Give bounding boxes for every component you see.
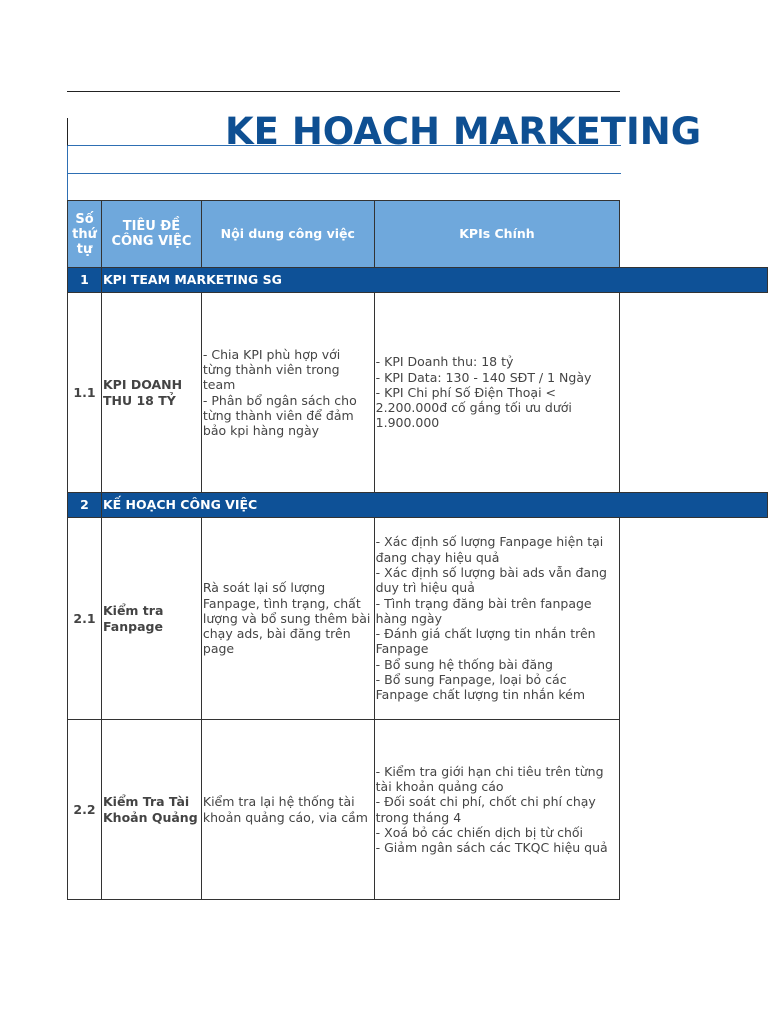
top-border-line (67, 91, 620, 92)
empty-cell (620, 201, 768, 268)
task-title: Kiểm tra Fanpage (101, 518, 201, 720)
row-number: 2.2 (68, 720, 102, 900)
title-row (67, 110, 702, 153)
section-row-1 (68, 268, 768, 293)
row-number: 1.1 (68, 293, 102, 493)
task-kpi: - Kiểm tra giới hạn chi tiêu trên từng tài khoản quảng cáo - Đối soát chi phí, chốt chi phí chạy trong tháng 4 - Xoá bỏ các chiến dịch bị từ chối - Giảm ngân sách các TKQC hiệu quả (374, 720, 620, 900)
header-stt: Số thứ tự (68, 201, 102, 268)
task-kpi: - KPI Doanh thu: 18 tỷ - KPI Data: 130 - 140 SĐT / 1 Ngày - KPI Chi phí Số Điện Thoại < 2.200.000đ cố gắng tối ưu dưới 1.900.000 (374, 293, 620, 493)
section-row-2 (68, 493, 768, 518)
header-content: Nội dung công việc (201, 201, 374, 268)
row-number: 2.1 (68, 518, 102, 720)
section-label: KPI TEAM MARKETING SG (101, 268, 767, 293)
task-content: - Chia KPI phù hợp với từng thành viên trong team - Phân bổ ngân sách cho từng thành viên để đảm bảo kpi hàng ngày (201, 293, 374, 493)
header-row (68, 201, 768, 268)
empty-cell (620, 518, 768, 720)
table-row (68, 720, 768, 900)
header-kpi: KPIs Chính (374, 201, 620, 268)
task-kpi: - Xác định số lượng Fanpage hiện tại đang chạy hiệu quả - Xác định số lượng bài ads vẫn đang duy trì hiệu quả - Tình trạng đăng bài trên fanpage hàng ngày - Đánh giá chất lượng tin nhắn trên Fanpage - Bổ sung hệ thống bài đăng - Bổ sung Fanpage, loại bỏ các Fanpage chất lượng tin nhắn kém (374, 518, 620, 720)
section-number: 1 (68, 268, 102, 293)
blank-row (67, 174, 621, 200)
task-content: Rà soát lại số lượng Fanpage, tình trạng, chất lượng và bổ sung thêm bài chạy ads, bài đăng trên page (201, 518, 374, 720)
plan-table (67, 200, 768, 900)
empty-cell (620, 720, 768, 900)
empty-cell (620, 293, 768, 493)
task-content: Kiểm tra lại hệ thống tài khoản quảng cáo, via cầm (201, 720, 374, 900)
task-title: Kiểm Tra Tài Khoản Quảng (101, 720, 201, 900)
task-title: KPI DOANH THU 18 TỶ (101, 293, 201, 493)
section-label: KẾ HOẠCH CÔNG VIỆC (101, 493, 767, 518)
table-row (68, 293, 768, 493)
sheet-title: KE HOACH MARKETING (225, 110, 702, 153)
header-task-title: TIÊU ĐỀ CÔNG VIỆC (101, 201, 201, 268)
spreadsheet (67, 110, 768, 856)
blank-row (67, 146, 621, 174)
table-row (68, 518, 768, 720)
section-number: 2 (68, 493, 102, 518)
